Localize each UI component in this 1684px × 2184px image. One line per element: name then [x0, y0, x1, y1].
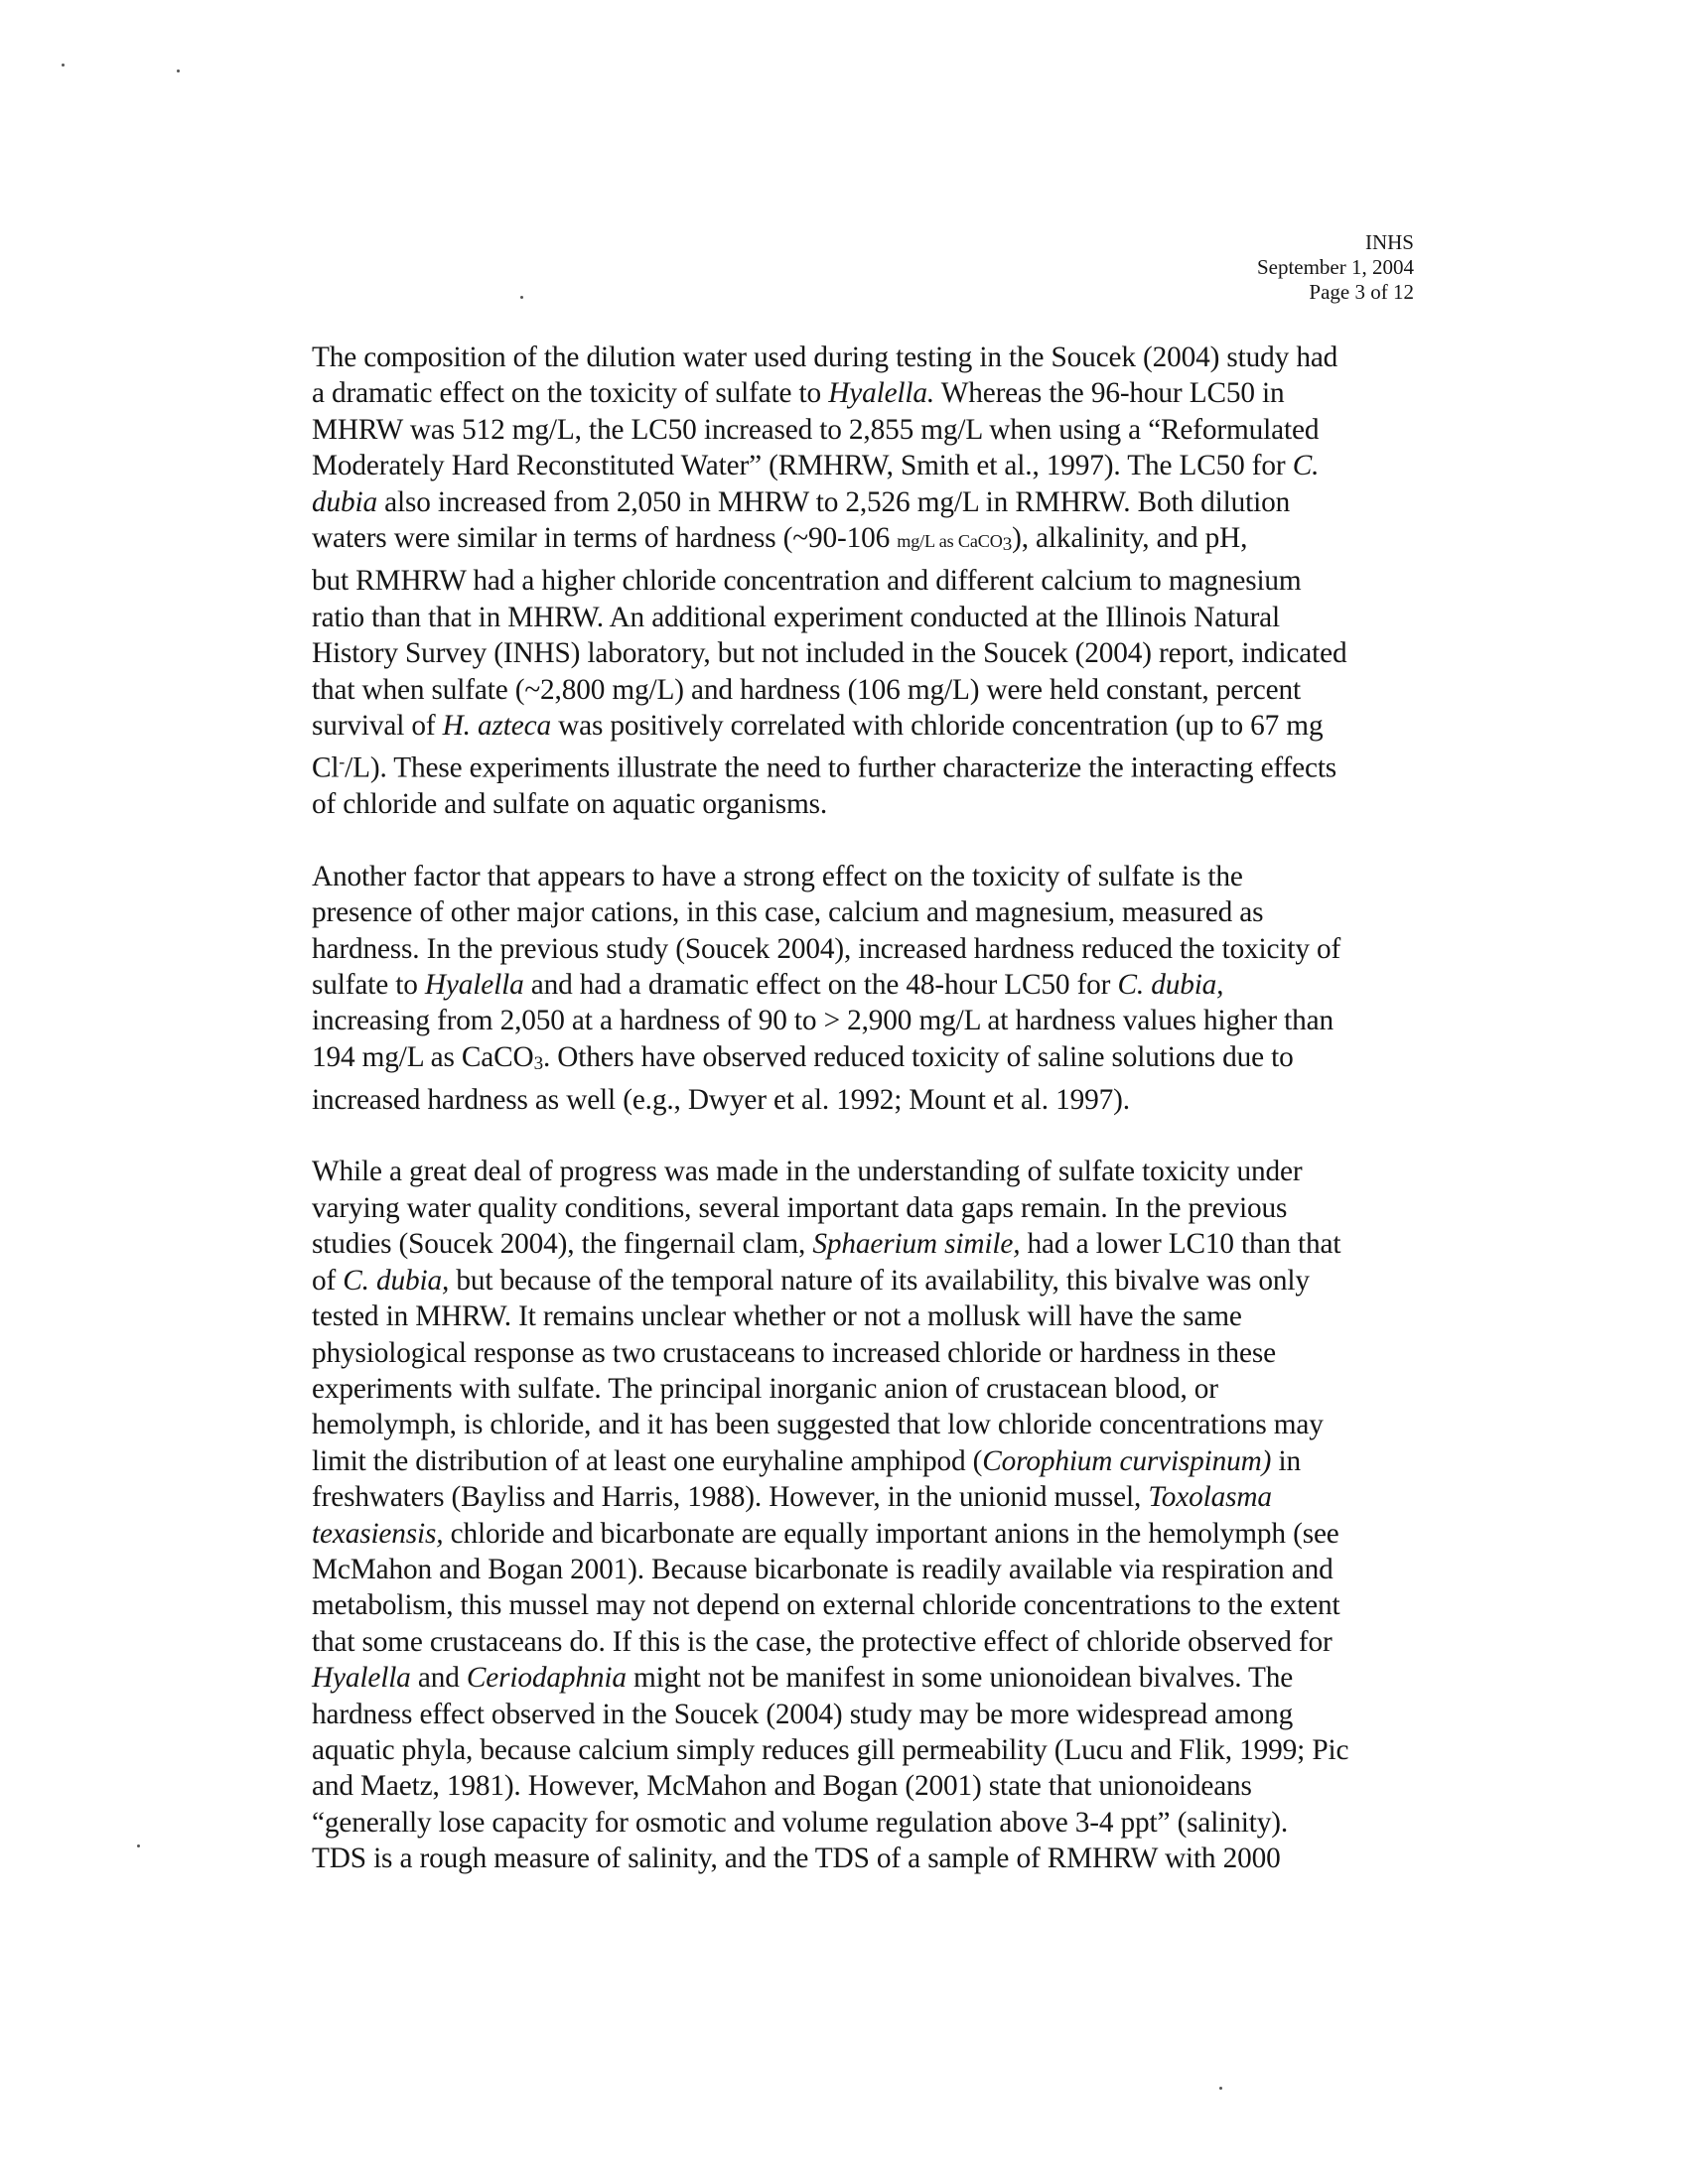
italic-text: Sphaerium simile,: [812, 1228, 1021, 1261]
text-segment: but because of the temporal nature of its availability, this bivalve was only: [449, 1264, 1310, 1297]
text-segment: tested in MHRW. It remains unclear whether or not a mollusk will have the same: [312, 1300, 1242, 1333]
text-line: [312, 563, 1444, 599]
text-segment: but RMHRW had a higher chloride concentration and different calcium to magnesium: [312, 565, 1302, 598]
text-line: [312, 1624, 1444, 1660]
italic-text: C.: [1292, 450, 1320, 482]
text-line: [312, 1003, 1444, 1038]
paragraph-2: [312, 859, 1444, 1119]
text-segment: a dramatic effect on the toxicity of sulfate to: [312, 377, 829, 410]
text-segment: increasing from 2,050 at a hardness of 90 to > 2,900 mg/L at hardness values higher than: [312, 1005, 1333, 1037]
text-segment: of: [312, 1264, 344, 1297]
text-segment: While a great deal of progress was made in the understanding of sulfate toxicity under: [312, 1156, 1303, 1188]
text-segment: “generally lose capacity for osmotic and volume regulation above 3-4 ppt” (salinity).: [312, 1806, 1289, 1839]
text-line: [312, 375, 1444, 411]
page-header: [1257, 230, 1414, 305]
text-segment: 3: [1002, 533, 1013, 555]
text-segment: Moderately Hard Reconstituted Water” (RMHRW, Smith et al., 1997). The LC50 for: [312, 450, 1293, 482]
header-org: INHS: [1364, 230, 1414, 254]
text-line: [312, 1190, 1444, 1226]
text-line: [312, 484, 1444, 520]
text-line: [312, 708, 1444, 744]
text-segment: /L). These experiments illustrate the need to further characterize the interacting effects: [345, 751, 1337, 784]
text-segment: ), alkalinity, and pH,: [1012, 522, 1248, 555]
text-segment: physiological response as two crustaceans to increased chloride or hardness in these: [312, 1336, 1276, 1369]
text-line: [312, 1226, 1444, 1262]
text-line: [312, 1039, 1444, 1082]
text-segment: waters were similar in terms of hardness (~90-106: [312, 522, 898, 555]
text-segment: might not be manifest in some unionoidean bivalves. The: [626, 1662, 1294, 1695]
text-line: [312, 1805, 1444, 1841]
text-segment: hemolymph, is chloride, and it has been suggested that low chloride concentrations may: [312, 1409, 1324, 1441]
text-segment: History Survey (INHS) laboratory, but not included in the Soucek (2004) report, indicated: [312, 637, 1347, 670]
text-line: [312, 744, 1444, 786]
italic-text: dubia: [312, 485, 377, 518]
text-segment: chloride and bicarbonate are equally important anions in the hemolymph (see: [443, 1517, 1339, 1550]
text-segment: The composition of the dilution water used during testing in the Soucek (2004) study had: [312, 341, 1338, 373]
text-segment: survival of: [312, 709, 443, 742]
text-segment: -: [339, 751, 346, 772]
text-segment: aquatic phyla, because calcium simply reduces gill permeability (Lucu and Flik, 1999; Pic: [312, 1733, 1349, 1766]
italic-text: Corophium curvispinum): [982, 1444, 1272, 1477]
text-segment: and had a dramatic effect on the 48-hour LC50 for: [523, 969, 1118, 1001]
text-segment: increased hardness as well (e.g., Dwyer et al. 1992; Mount et al. 1997).: [312, 1084, 1130, 1117]
text-segment: of chloride and sulfate on aquatic organisms.: [312, 788, 828, 821]
italic-text: Hyalella: [424, 969, 524, 1001]
document-body: [312, 340, 1444, 1913]
text-line: [312, 1552, 1444, 1587]
text-line: [312, 1154, 1444, 1189]
header-page-number: Page 3 of 12: [1309, 280, 1414, 304]
text-segment: presence of other major cations, in this case, calcium and magnesium, measured as: [312, 896, 1264, 929]
text-line: [312, 1732, 1444, 1768]
italic-text: C. dubia,: [1117, 969, 1224, 1001]
italic-text: Ceriodaphnia: [466, 1662, 627, 1695]
paragraph-1: [312, 340, 1444, 823]
text-segment: varying water quality conditions, several important data gaps remain. In the previous: [312, 1191, 1288, 1224]
text-line: [312, 1371, 1444, 1407]
italic-text: C. dubia,: [343, 1264, 450, 1297]
scan-speck: [1219, 2087, 1222, 2090]
text-segment: also increased from 2,050 in MHRW to 2,526 mg/L in RMHRW. Both dilution: [376, 485, 1291, 518]
scan-speck: [177, 69, 180, 72]
text-segment: and: [410, 1662, 467, 1695]
scan-speck: [62, 64, 65, 67]
text-segment: Whereas the 96-hour LC50 in: [934, 377, 1285, 410]
text-segment: ratio than that in MHRW. An additional experiment conducted at the Illinois Natural: [312, 601, 1281, 633]
text-segment: 194 mg/L as CaCO: [312, 1040, 534, 1073]
text-line: [312, 931, 1444, 967]
text-line: [312, 672, 1444, 708]
text-segment: 3: [533, 1052, 543, 1074]
text-segment: limit the distribution of at least one euryhaline amphipod (: [312, 1444, 983, 1477]
italic-text: Hyalella.: [828, 377, 935, 410]
italic-text: H. azteca: [442, 709, 551, 742]
text-line: [312, 1841, 1444, 1876]
text-line: [312, 1335, 1444, 1371]
header-date: September 1, 2004: [1256, 255, 1414, 279]
text-segment: . Others have observed reduced toxicity of saline solutions due to: [542, 1040, 1294, 1073]
text-segment: Another factor that appears to have a strong effect on the toxicity of sulfate is the: [312, 860, 1243, 892]
text-line: [312, 520, 1444, 563]
italic-text: Hyalella: [312, 1662, 411, 1695]
text-line: [312, 1298, 1444, 1334]
text-segment: studies (Soucek 2004), the fingernail clam,: [312, 1228, 813, 1261]
text-line: [312, 1263, 1444, 1298]
text-line: [312, 1479, 1444, 1515]
text-segment: TDS is a rough measure of salinity, and the TDS of a sample of RMHRW with 2000: [312, 1843, 1281, 1875]
text-line: [312, 340, 1444, 375]
text-line: [312, 412, 1444, 448]
text-line: [312, 1660, 1444, 1696]
text-line: [312, 1443, 1444, 1479]
scan-speck: [520, 296, 523, 299]
text-line: [312, 1407, 1444, 1442]
text-segment: sulfate to: [312, 969, 425, 1001]
text-segment: McMahon and Bogan 2001). Because bicarbonate is readily available via respiration and: [312, 1553, 1333, 1585]
scan-speck: [137, 1844, 140, 1847]
text-line: [312, 635, 1444, 671]
text-line: [312, 859, 1444, 894]
text-line: [312, 1587, 1444, 1623]
text-segment: that when sulfate (~2,800 mg/L) and hardness (106 mg/L) were held constant, percent: [312, 673, 1301, 706]
text-segment: had a lower LC10 than that: [1020, 1228, 1341, 1261]
text-segment: mg/L as CaCO: [897, 531, 1003, 552]
text-line: [312, 1697, 1444, 1732]
text-segment: freshwaters (Bayliss and Harris, 1988). However, in the unionid mussel,: [312, 1481, 1149, 1514]
text-line: [312, 1516, 1444, 1552]
text-segment: and Maetz, 1981). However, McMahon and Bogan (2001) state that unionoideans: [312, 1770, 1252, 1803]
text-segment: in: [1271, 1444, 1301, 1477]
italic-text: Toxolasma: [1148, 1481, 1272, 1514]
italic-text: texasiensis,: [312, 1517, 444, 1550]
text-line: [312, 600, 1444, 635]
text-line: [312, 1082, 1444, 1118]
paragraph-3: [312, 1154, 1444, 1876]
text-line: [312, 894, 1444, 930]
text-line: [312, 448, 1444, 483]
text-segment: was positively correlated with chloride concentration (up to 67 mg: [550, 709, 1324, 742]
text-segment: that some crustaceans do. If this is the case, the protective effect of chloride observed for: [312, 1625, 1333, 1658]
text-line: [312, 967, 1444, 1003]
text-line: [312, 786, 1444, 822]
text-segment: experiments with sulfate. The principal inorganic anion of crustacean blood, or: [312, 1372, 1218, 1405]
text-segment: MHRW was 512 mg/L, the LC50 increased to 2,855 mg/L when using a “Reformulated: [312, 413, 1320, 446]
text-segment: Cl: [312, 751, 340, 784]
text-line: [312, 1768, 1444, 1804]
text-segment: hardness effect observed in the Soucek (2004) study may be more widespread among: [312, 1698, 1294, 1730]
text-segment: metabolism, this mussel may not depend on external chloride concentrations to the extent: [312, 1589, 1340, 1622]
text-segment: hardness. In the previous study (Soucek 2004), increased hardness reduced the toxicity of: [312, 932, 1341, 965]
